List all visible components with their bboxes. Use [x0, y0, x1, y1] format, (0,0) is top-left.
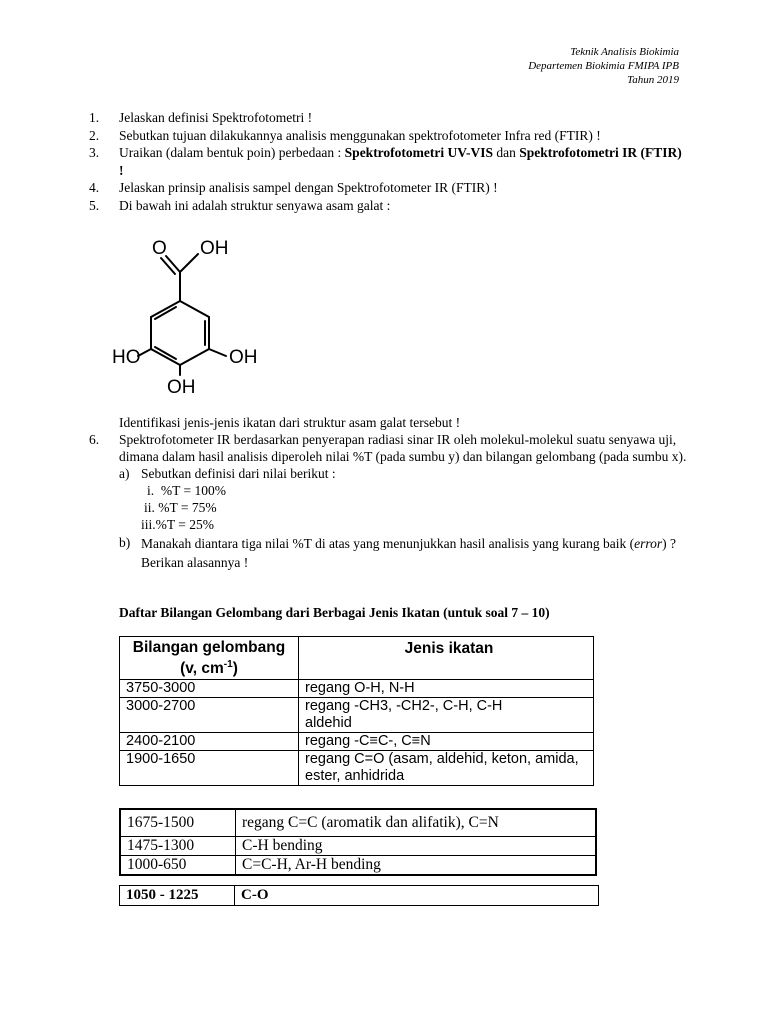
question-text: Sebutkan tujuan dilakukannya analisis menggunakan spektrofotometer Infra red (FTIR) !	[119, 127, 601, 143]
question-1	[89, 109, 689, 127]
bond-cell: C=C-H, Ar-H bending	[236, 856, 597, 876]
subitem-3: iii.%T = 25%	[141, 517, 214, 532]
header-department: Departemen Biokimia FMIPA IPB	[528, 60, 679, 72]
sub-question-b-emphasis: error	[634, 536, 663, 551]
question-5	[89, 197, 689, 215]
table-row	[120, 856, 596, 876]
sub-question-number: a)	[119, 466, 130, 481]
table-row	[120, 680, 594, 698]
wavenumber-cell: 1900-1650	[120, 751, 299, 786]
atom-label-ho-left: HO	[112, 347, 141, 368]
question-number: 2.	[89, 127, 100, 143]
sub-question-text	[141, 534, 689, 572]
sub-question-b-prefix: Manakah diantara tiga nilai %T di atas yang menunjukkan hasil analisis yang kurang baik (	[141, 536, 635, 551]
header-unit-suffix: )	[232, 660, 238, 678]
atom-label-o: O	[152, 238, 167, 259]
bond-cell: regang -CH3, -CH2-, C-H, C-H aldehid	[299, 698, 594, 733]
wavenumber-cell: 3000-2700	[120, 698, 299, 733]
question-number: 6.	[89, 432, 100, 447]
table-row	[120, 837, 596, 856]
question-text-middle: dan	[493, 145, 520, 160]
sub-question-b	[119, 534, 689, 572]
question-bold-uvvis: Spektrofotometri UV-VIS	[344, 145, 494, 160]
header-unit-prefix: (v, cm	[180, 660, 224, 678]
table-header-row	[120, 637, 594, 680]
subitem-2: ii. %T = 75%	[144, 500, 217, 515]
header-cell-bond-type: Jenis ikatan	[299, 637, 594, 680]
header-wavenumber-line1: Bilangan gelombang	[132, 639, 286, 656]
question-bold-ir: Spektrofotometri IR (FTIR) !	[119, 145, 682, 178]
question-text: Jelaskan prinsip analisis sampel dengan Spektrofotometer IR (FTIR) !	[119, 180, 498, 195]
bond-cell: regang -C≡C-, C≡N	[299, 733, 594, 751]
question-6	[89, 431, 689, 572]
atom-label-oh-top: OH	[200, 238, 229, 259]
wavenumber-table-1	[119, 636, 594, 786]
wavenumber-cell: 2400-2100	[120, 733, 299, 751]
wavenumber-cell: 1050 - 1225	[120, 886, 235, 906]
table-row	[120, 886, 599, 906]
header-year: Tahun 2019	[627, 74, 679, 86]
gallic-acid-structure	[112, 232, 272, 402]
question-number: 1.	[89, 110, 100, 125]
wavenumber-cell: 1000-650	[120, 856, 236, 876]
table-title: Daftar Bilangan Gelombang dari Berbagai Jenis Ikatan (untuk soal 7 – 10)	[119, 605, 550, 620]
header-wavenumber-line2	[120, 656, 298, 677]
sub-question-b-suffix: ) ? Berikan alasannya !	[141, 536, 677, 570]
question-text-prefix: Uraikan (dalam bentuk poin) perbedaan :	[119, 145, 345, 160]
question-6-content	[119, 431, 689, 572]
question-text: Di bawah ini adalah struktur senyawa asam galat :	[119, 197, 391, 213]
bond-cell: C-H bending	[236, 837, 597, 856]
bond-cell: regang O-H, N-H	[299, 680, 594, 698]
identify-instruction: Identifikasi jenis-jenis ikatan dari struktur asam galat tersebut !	[119, 415, 461, 430]
header-course: Teknik Analisis Biokimia	[570, 46, 679, 58]
question-text: Spektrofotometer IR berdasarkan penyerapan radiasi sinar IR oleh molekul-molekul suatu senyawa uji, dimana dalam hasil analisis diperoleh nilai %T (pada sumbu y) dan bilangan gelombang (pada sumbu x).	[119, 432, 687, 464]
atom-label-oh-bottom: OH	[167, 377, 196, 398]
header-cell-wavenumber	[120, 637, 299, 680]
sub-question-number: b)	[119, 535, 131, 550]
bond-cell: regang C=C (aromatik dan alifatik), C=N	[236, 809, 597, 837]
question-text	[119, 144, 689, 179]
wavenumber-cell: 1675-1500	[120, 809, 236, 837]
subitem-1: i. %T = 100%	[147, 483, 226, 498]
table-row	[120, 809, 596, 837]
sub-question-a	[119, 465, 689, 533]
wavenumber-table-3	[119, 885, 599, 906]
question-number: 5.	[89, 197, 100, 213]
question-list	[89, 109, 689, 214]
table-row	[120, 698, 594, 733]
question-2	[89, 127, 689, 145]
question-4	[89, 179, 689, 197]
table-row	[120, 751, 594, 786]
bond-cell: C-O	[235, 886, 599, 906]
atom-label-oh-right: OH	[229, 347, 258, 368]
table-row	[120, 733, 594, 751]
question-text: Jelaskan definisi Spektrofotometri !	[119, 110, 313, 125]
header-unit-exponent: -1	[223, 659, 233, 670]
wavenumber-cell: 1475-1300	[120, 837, 236, 856]
document-header	[528, 45, 679, 87]
bond-cell: regang C=O (asam, aldehid, keton, amida, ester, anhidrida	[299, 751, 594, 786]
wavenumber-table-2	[119, 808, 597, 876]
wavenumber-cell: 3750-3000	[120, 680, 299, 698]
question-number: 3.	[89, 145, 100, 160]
sub-question-a-content	[141, 465, 336, 533]
sub-question-text: Sebutkan definisi dari nilai berikut :	[141, 466, 336, 481]
question-6-body	[89, 431, 689, 572]
question-3	[89, 144, 689, 179]
question-number: 4.	[89, 180, 100, 195]
